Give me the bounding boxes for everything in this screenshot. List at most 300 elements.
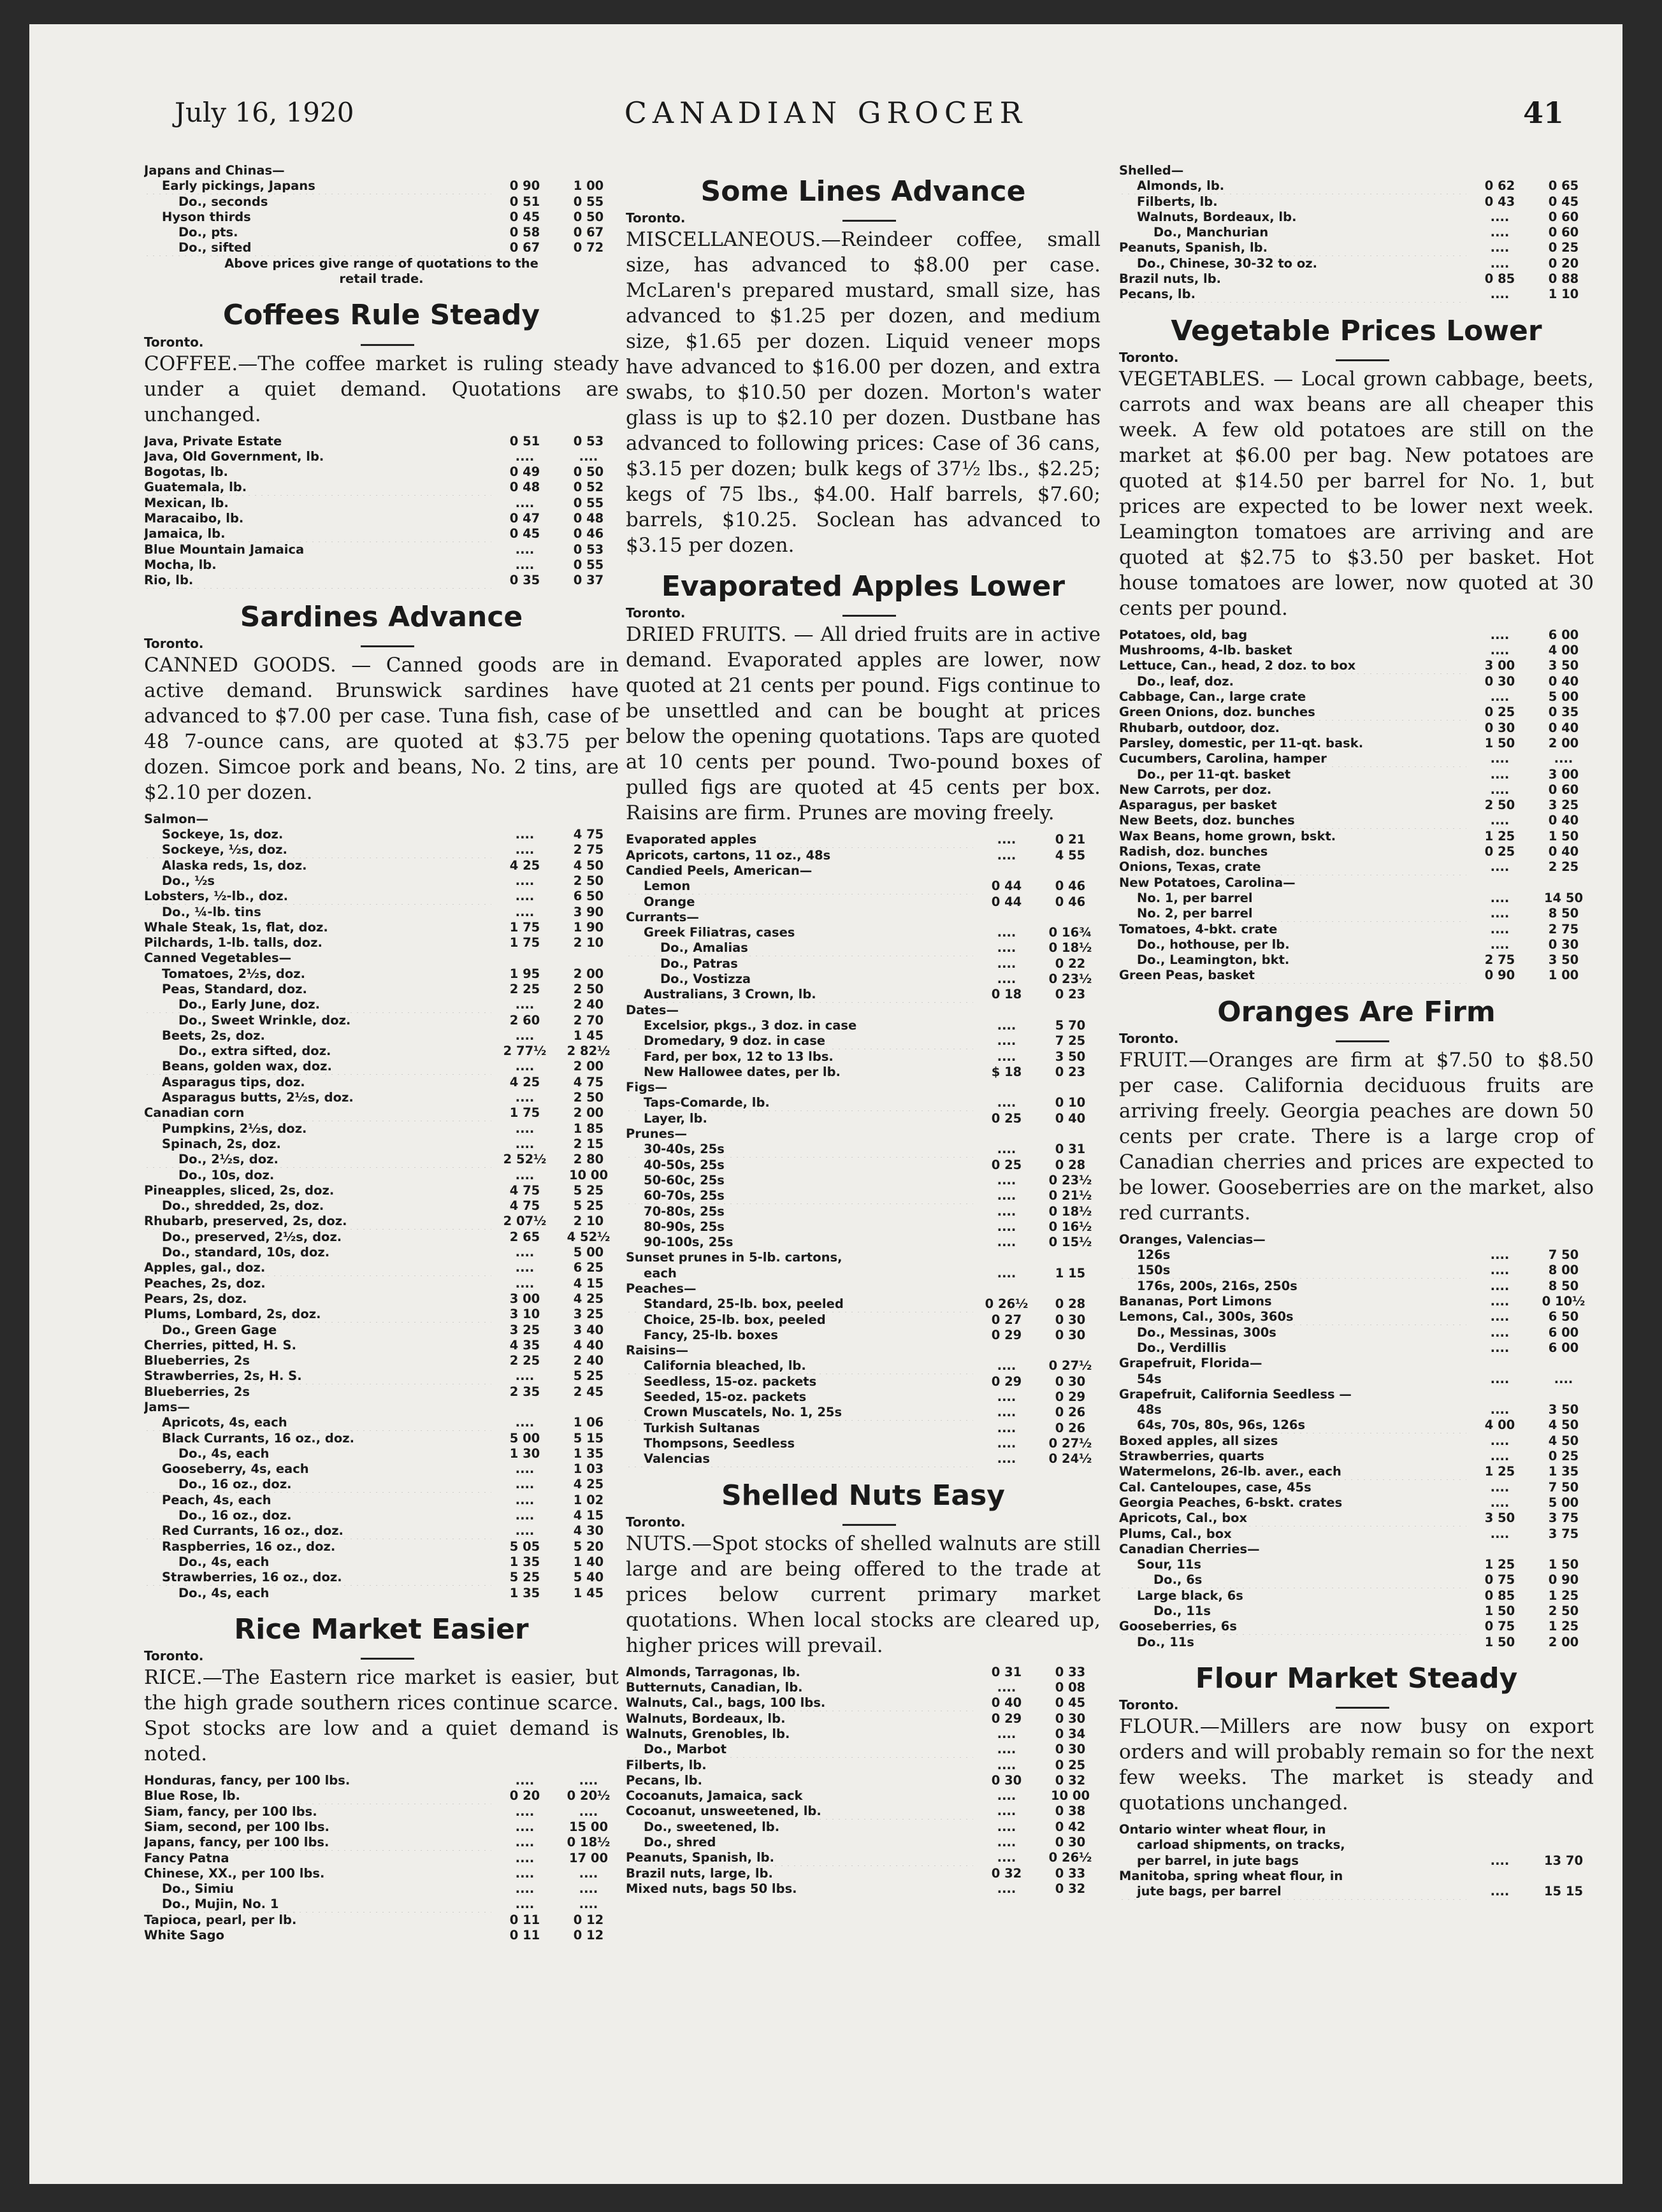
item-name: Sour, 11s [1137,1557,1202,1572]
item-name: Apricots, Cal., box [1119,1511,1248,1526]
price-row [144,1230,619,1245]
price-row [1119,1402,1594,1418]
item-name: Do., 16 oz., doz. [178,1508,292,1523]
column-1 [144,163,619,1943]
item-name: Mexican, lb. [144,495,229,510]
price-high: 2 10 [573,935,604,951]
price-low [1466,875,1533,891]
price-low: 2 75 [1484,952,1515,968]
price-row [144,1462,619,1477]
item-label [626,1773,973,1788]
price-high: 3 90 [573,904,604,919]
price-row [626,1080,1101,1095]
price-row [626,1758,1101,1773]
item-label [626,1788,973,1804]
item-name: carload shipments, on tracks, [1137,1837,1345,1853]
price-low: 4 25 [509,1074,540,1089]
price-high: 10 00 [568,1167,609,1182]
dateline-row [626,604,1101,621]
market-section [144,301,619,588]
price-row [144,1400,619,1415]
item-label [626,1820,973,1835]
price-high: 4 00 [1548,643,1579,658]
price-row [626,1250,1101,1265]
price-high: 2 70 [573,1012,604,1028]
price-high: 3 25 [1548,798,1579,813]
item-label [1119,178,1466,194]
price-low: .... [997,972,1016,987]
price-row [626,1343,1101,1358]
item-label [1119,210,1466,225]
price-row [144,905,619,920]
price-high: 0 15½ [1048,1235,1092,1250]
price-high: 2 75 [573,842,604,858]
item-name: 50-60c, 25s [644,1172,725,1188]
dateline-row [1119,1696,1594,1713]
price-low: .... [515,1850,535,1865]
price-row [626,1436,1101,1451]
dateline-row [144,333,619,350]
price-row [144,1431,619,1446]
item-label [626,1758,973,1773]
item-label [626,1188,973,1203]
item-label [144,434,491,449]
price-low: .... [997,1835,1016,1849]
dateline: Toronto. [1119,349,1179,365]
price-low: 4 75 [509,1182,540,1198]
item-name: Guatemala, lb. [144,480,247,495]
price-row [144,496,619,511]
price-high: 5 25 [573,1198,604,1214]
item-name: Watermelons, 26-lb. aver., each [1119,1464,1341,1479]
section-body: NUTS.—Spot stocks of shelled walnuts are still large and are being offered to the trade at prices below current primary market quotations. When local stocks are cleared up, higher prices will prevail. [626,1532,1101,1657]
item-name: Do., seconds [178,194,268,209]
price-high [1533,1837,1594,1853]
item-label [144,1121,491,1137]
price-high: 0 37 [573,573,604,588]
item-label [144,464,491,480]
price-high: 6 00 [1548,1325,1579,1340]
price-low: 0 51 [509,194,540,209]
price-high [1533,1869,1594,1884]
item-label [1119,1433,1466,1449]
price-low [1466,163,1533,178]
price-low: .... [515,1508,535,1523]
item-name: Apricots, 4s, each [162,1415,287,1430]
item-label [626,925,973,940]
item-label [144,1493,491,1508]
item-label [144,1245,491,1260]
price-low: 0 75 [1484,1619,1515,1634]
price-high: 0 45 [1055,1695,1086,1711]
price-high: 2 40 [573,997,604,1012]
price-high: 0 72 [573,240,604,255]
item-label [1119,705,1466,720]
price-high: 0 22 [1055,956,1086,971]
price-high [1040,1080,1101,1095]
price-high: 0 60 [1548,782,1579,797]
item-name: Asparagus, per basket [1119,798,1277,813]
headline-rule [842,1524,896,1526]
price-row [1119,705,1594,720]
price-high: 0 38 [1055,1804,1086,1819]
section-headline: Shelled Nuts Easy [721,1479,1005,1512]
price-table [626,832,1101,1467]
price-row [144,1276,619,1291]
item-name: Choice, 25-lb. box, peeled [644,1312,826,1327]
price-high: 0 16¾ [1048,925,1092,940]
item-name: Asparagus butts, 2½s, doz. [162,1090,354,1105]
price-low: .... [515,495,535,510]
dateline: Toronto. [626,1514,686,1530]
price-high: 0 88 [1548,271,1579,287]
price-high: 1 00 [1548,968,1579,983]
price-row [144,1368,619,1384]
item-label [626,1126,973,1142]
price-row [1119,1869,1594,1884]
price-row [1119,1604,1594,1619]
item-label [1119,1247,1466,1263]
section-body: FLOUR.—Millers are now busy on export orders and will probably remain so for the next few weeks. The market is steady and quotations unchanged. [1119,1715,1594,1815]
price-high: 0 31 [1055,1142,1086,1157]
item-label [1119,658,1466,673]
item-name: Siam, second, per 100 lbs. [144,1819,329,1834]
price-high: 4 75 [573,827,604,842]
price-low: 0 43 [1484,194,1515,209]
price-row [1119,689,1594,705]
price-row [626,1866,1101,1881]
price-high [558,812,619,827]
price-low: 0 18 [991,987,1022,1002]
item-label [144,573,491,588]
price-row [144,1415,619,1430]
price-high: 7 50 [1548,1247,1579,1263]
price-low: 0 29 [991,1327,1022,1342]
item-name: Walnuts, Grenobles, lb. [626,1726,790,1741]
item-label [144,1152,491,1167]
price-row [1119,178,1594,194]
price-row [144,889,619,904]
headline-rule [1336,1040,1389,1042]
price-high: 0 33 [1055,1664,1086,1679]
price-low: 0 25 [991,1157,1022,1172]
price-row [1119,859,1594,875]
price-row [1119,225,1594,240]
price-low: 0 32 [991,1865,1022,1881]
price-low: .... [997,847,1016,863]
price-high: .... [579,1897,598,1912]
item-label [144,225,491,240]
price-high: 0 23 [1055,1064,1086,1079]
price-note [144,256,619,287]
price-high: 0 32 [1055,1881,1086,1896]
item-label [626,1065,973,1080]
price-row [626,1881,1101,1897]
price-high: 8 50 [1548,906,1579,921]
item-label [626,972,973,987]
price-low [973,1080,1040,1095]
item-label [1119,1402,1466,1418]
item-label [1119,1480,1466,1495]
item-name: per barrel, in jute bags [1137,1853,1299,1868]
item-label [1119,1526,1466,1542]
price-low: 0 26½ [985,1296,1029,1312]
price-high: .... [579,1773,598,1788]
price-low: .... [997,1788,1016,1804]
price-high: 2 50 [573,1090,604,1105]
price-high: 14 50 [1543,890,1584,905]
price-low: 0 75 [1484,1572,1515,1588]
price-low: 0 48 [509,480,540,495]
price-row [1119,736,1594,751]
price-high [558,951,619,966]
price-row [626,1018,1101,1033]
item-name: Do., Green Gage [162,1322,277,1337]
item-label [144,920,491,935]
price-low: .... [997,1095,1016,1110]
price-high: 0 53 [573,542,604,557]
price-low: 0 25 [1484,705,1515,720]
price-high: 0 12 [573,1928,604,1943]
price-low: 1 75 [509,935,540,951]
item-name: Do., Messinas, 300s [1137,1325,1276,1340]
item-name: Excelsior, pkgs., 3 doz. in case [644,1017,857,1033]
price-high: 0 12 [573,1912,604,1927]
item-name: Lobsters, ½-lb., doz. [144,889,288,904]
price-row [1119,1340,1594,1356]
price-high: 1 25 [1548,1619,1579,1634]
item-name: Plums, Cal., box [1119,1526,1232,1541]
price-high: 3 00 [1548,766,1579,782]
price-row [626,1126,1101,1142]
price-low: .... [1490,627,1510,642]
item-name: Do., sifted [178,240,252,255]
item-label [144,1928,491,1943]
price-high [558,1400,619,1415]
item-label [1119,1853,1466,1869]
item-name: New Potatoes, Carolina— [1119,875,1296,890]
price-high [1040,1343,1101,1358]
price-row [626,1451,1101,1467]
price-high: 7 25 [1055,1033,1086,1049]
item-name: 126s [1137,1247,1171,1263]
price-high: 0 30 [1055,1327,1086,1342]
price-high: 4 25 [573,1477,604,1492]
price-high: 6 00 [1548,627,1579,642]
price-row [144,1307,619,1322]
price-high [1533,1542,1594,1557]
item-label [1119,1495,1466,1511]
item-name: Filberts, lb. [626,1757,707,1772]
item-label [144,1462,491,1477]
price-row [626,1788,1101,1804]
item-name: each [644,1265,677,1281]
price-row [1119,240,1594,255]
price-table [1119,1822,1594,1899]
section-body: COFFEE.—The coffee market is ruling steady under a quiet demand. Quotations are unchanged. [144,352,619,426]
price-low: 4 25 [509,858,540,873]
item-name: California bleached, lb. [644,1358,806,1374]
page-header [29,24,1622,152]
price-high: .... [579,1881,598,1897]
price-low: .... [997,1804,1016,1819]
price-row [144,951,619,966]
item-name: Taps-Comarde, lb. [644,1095,770,1110]
item-name: Manitoba, spring wheat flour, in [1119,1868,1343,1883]
price-high: 7 50 [1548,1479,1579,1495]
price-high: 0 42 [1055,1819,1086,1834]
item-label [626,1421,973,1436]
item-label [626,1343,973,1358]
dateline-row [144,635,619,651]
item-label [144,1198,491,1214]
price-row [1119,1464,1594,1479]
price-low: .... [1490,1309,1510,1325]
price-low: .... [515,1368,535,1384]
price-high [1533,1356,1594,1371]
price-high: 3 40 [573,1322,604,1337]
item-name: No. 2, per barrel [1137,906,1253,921]
price-high: 5 20 [573,1539,604,1554]
price-table [144,1773,619,1943]
item-label [144,557,491,573]
price-row [626,1111,1101,1126]
price-row [144,1913,619,1928]
price-low [973,1250,1040,1265]
item-label [144,1353,491,1368]
price-row [144,935,619,951]
item-name: Cocoanut, unsweetened, lb. [626,1804,821,1819]
item-name: Canadian corn [144,1105,245,1121]
price-high: 0 40 [1548,673,1579,689]
item-name: Raisins— [626,1343,689,1358]
price-row [626,1390,1101,1405]
price-row [144,210,619,225]
price-row [1119,798,1594,813]
price-row [626,832,1101,847]
price-low: .... [997,832,1016,847]
item-label [144,1384,491,1400]
item-name: Do., shredded, 2s, doz. [162,1198,324,1214]
item-name: Do., hothouse, per lb. [1137,937,1290,952]
item-label [1119,782,1466,798]
item-name: Honduras, fancy, per 100 lbs. [144,1773,350,1788]
price-low: 4 00 [1484,1418,1515,1433]
item-label [626,1266,973,1281]
item-label [144,1028,491,1044]
price-low: 0 25 [991,1110,1022,1126]
item-name: Layer, lb. [644,1110,707,1126]
price-row [144,1183,619,1198]
price-row [626,1033,1101,1049]
price-row [1119,1372,1594,1387]
price-low: .... [997,1188,1016,1203]
item-name: 70-80s, 25s [644,1203,725,1219]
price-row [1119,1433,1594,1449]
item-name: Gooseberry, 4s, each [162,1462,309,1477]
price-row [144,1820,619,1835]
price-high: 1 35 [573,1446,604,1461]
price-high: 0 25 [1548,240,1579,255]
price-low: .... [515,873,535,888]
price-row [1119,163,1594,178]
price-low: 0 85 [1484,1588,1515,1603]
item-label [626,1003,973,1018]
price-low: 0 62 [1484,178,1515,194]
price-low: .... [1490,813,1510,828]
item-name: Blue Rose, lb. [144,1788,240,1804]
price-row [144,1835,619,1850]
note-text: retail trade. [339,271,424,287]
price-low [491,163,558,178]
item-label [626,879,973,894]
item-label [626,987,973,1002]
item-name: Do., preserved, 2½s, doz. [162,1229,342,1244]
item-name: Blueberries, 2s [144,1384,250,1399]
item-name: 90-100s, 25s [644,1235,733,1250]
item-name: Do., 11s [1153,1604,1211,1618]
price-row [626,1405,1101,1420]
price-row [626,1328,1101,1343]
item-label [1119,844,1466,859]
price-row [626,1049,1101,1065]
item-label [144,1555,491,1570]
market-section [626,572,1101,1467]
price-low: .... [1490,1340,1510,1355]
price-high: 1 03 [573,1462,604,1477]
item-label [1119,256,1466,271]
item-label [1119,767,1466,782]
price-low: .... [515,1523,535,1539]
item-name: Sockeye, 1s, doz. [162,827,284,842]
item-label [144,1523,491,1539]
item-label [626,1312,973,1328]
price-high: 5 25 [573,1368,604,1384]
price-low: .... [997,1017,1016,1033]
item-label [1119,1557,1466,1572]
price-row [1119,628,1594,643]
item-label [1119,271,1466,287]
price-low: 3 50 [1484,1511,1515,1526]
market-section [1119,1664,1594,1900]
price-high: 4 40 [573,1337,604,1353]
price-row [144,1508,619,1523]
price-row [144,1152,619,1167]
item-label [626,1111,973,1126]
price-low [1466,1822,1533,1837]
price-low: .... [997,1033,1016,1049]
price-high: 5 00 [573,1245,604,1260]
price-row [144,1075,619,1090]
price-row [626,972,1101,987]
price-low: .... [515,1121,535,1136]
price-low: .... [1490,1884,1510,1899]
price-high: 0 30 [1055,1711,1086,1726]
price-low: 3 00 [509,1291,540,1306]
price-high: 2 45 [573,1384,604,1399]
price-high: 15 00 [568,1819,609,1834]
item-label [144,1059,491,1074]
price-low: 3 10 [509,1307,540,1322]
item-name: 48s [1137,1402,1162,1418]
item-name: Sunset prunes in 5-lb. cartons, [626,1250,842,1265]
price-high: 3 75 [1548,1526,1579,1541]
item-label [1119,798,1466,813]
price-row [1119,1557,1594,1572]
price-row [626,1850,1101,1865]
price-low: 1 50 [1484,1634,1515,1649]
price-row [1119,937,1594,952]
